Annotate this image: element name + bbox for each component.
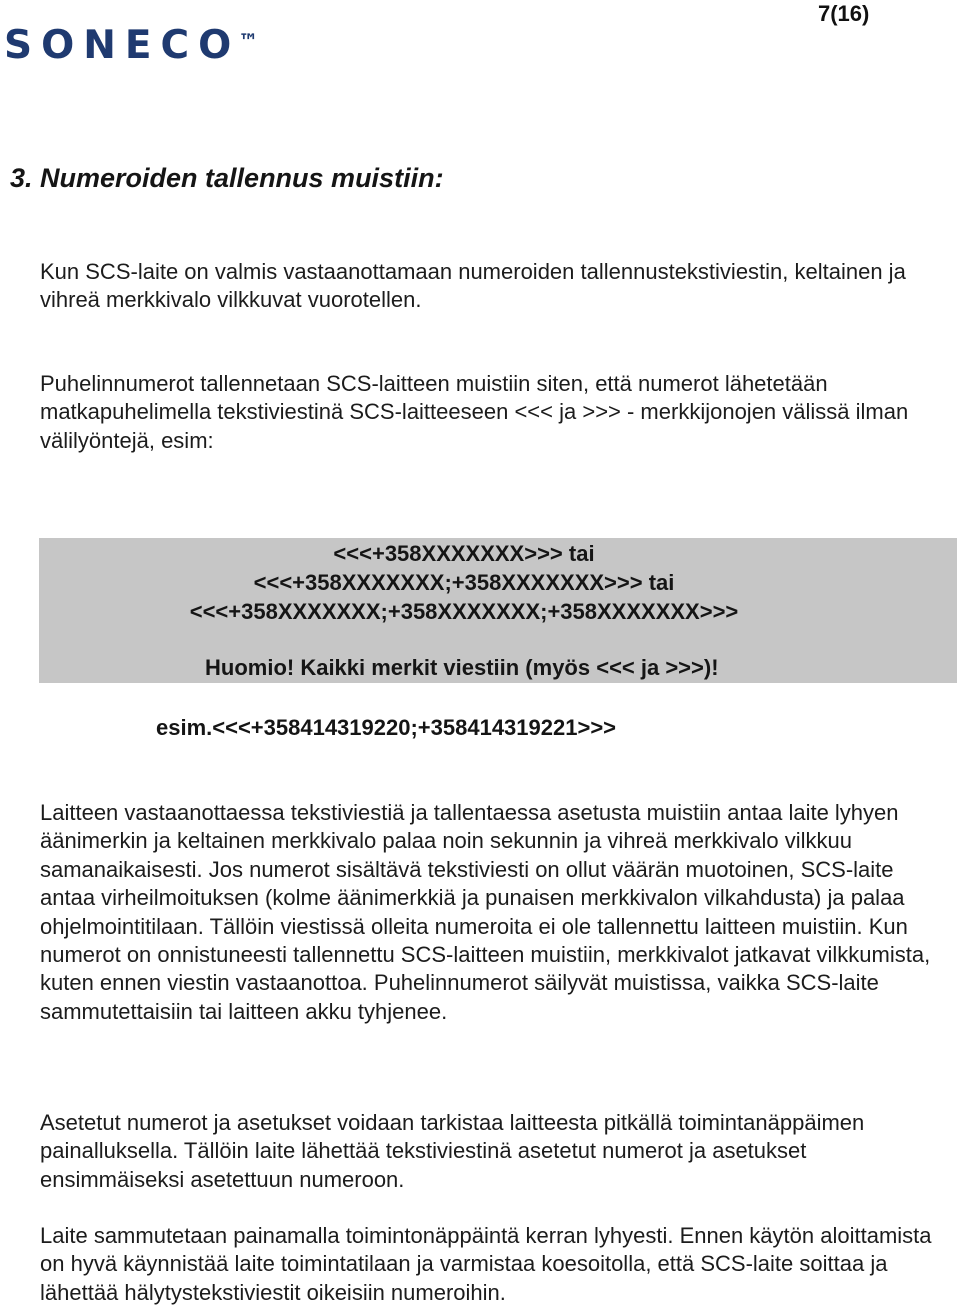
format-example-line: <<<+358XXXXXXX>>> tai	[333, 541, 595, 566]
page-number: 7(16)	[818, 1, 870, 26]
paragraph-confirmation: Laitteen vastaanottaessa tekstiviestiä ja tallentaessa asetusta muistiin antaa laite lyhyen äänimerkin ja keltainen merkkivalo palaa noin sekunnin ja vihreä merkkivalo vilkkuu samanaikaisesti. Jos numerot sisältävä tekstiviesti on ollut väärän muotoinen, SCS-laite antaa virheilmoituksen (kolme äänimerkkiä ja punaisen merkkivalon vilkahdusta) ja palaa ohjelmointitilaan. Tällöin viestissä olleita numeroita ei ole tallennettu laitteen muistiin. Kun numerot on onnistuneesti tallennettu SCS-laitteen muistiin, merkkivalot jatkavat vilkkumista, kuten ennen viestin vastaanottoa. Puhelinnumerot säilyvät muistissa, vaikka SCS-laite sammutettaisiin tai laitteen akku tyhjenee.	[40, 800, 931, 1024]
format-note: Huomio! Kaikki merkit viestiin (myös <<< ja >>>)!	[205, 655, 719, 680]
logo-text: SONECO	[4, 23, 241, 68]
number-format-example-box	[39, 538, 957, 683]
soneco-logo	[4, 23, 259, 68]
example-message: esim.<<<+358414319220;+358414319221>>>	[156, 715, 617, 740]
trademark-symbol: ™	[238, 29, 259, 53]
section-heading: 3. Numeroiden tallennus muistiin:	[10, 163, 444, 193]
paragraph-checking-settings: Asetetut numerot ja asetukset voidaan tarkistaa laitteesta pitkällä toimintanäppäimen painalluksella. Tällöin laite lähettää tekstiviestinä asetetut numerot ja asetukset ensimmäiseksi asetettuun numeroon.	[40, 1110, 865, 1192]
paragraph-ready-state: Kun SCS-laite on valmis vastaanottamaan numeroiden tallennustekstiviestin, keltainen ja vihreä merkkivalo vilkkuvat vuorotellen.	[40, 259, 906, 313]
paragraph-shutdown: Laite sammutetaan painamalla toimintonäppäintä kerran lyhyesti. Ennen käytön aloittamista on hyvä käynnistää laite toimintatilaan ja varmistaa koesoitolla, että SCS-laite soittaa ja lähettää hälytystekstiviestit oikeisiin numeroihin.	[40, 1223, 932, 1305]
paragraph-storing-instructions: Puhelinnumerot tallennetaan SCS-laitteen muistiin siten, että numerot lähetetään matkapuhelimella tekstiviestinä SCS-laitteeseen <<< ja >>> - merkkijonojen välissä ilman välilyöntejä, esim:	[40, 371, 909, 453]
format-example-line: <<<+358XXXXXXX;+358XXXXXXX;+358XXXXXXX>>>	[189, 599, 739, 624]
format-example-line: <<<+358XXXXXXX;+358XXXXXXX>>> tai	[253, 570, 675, 595]
